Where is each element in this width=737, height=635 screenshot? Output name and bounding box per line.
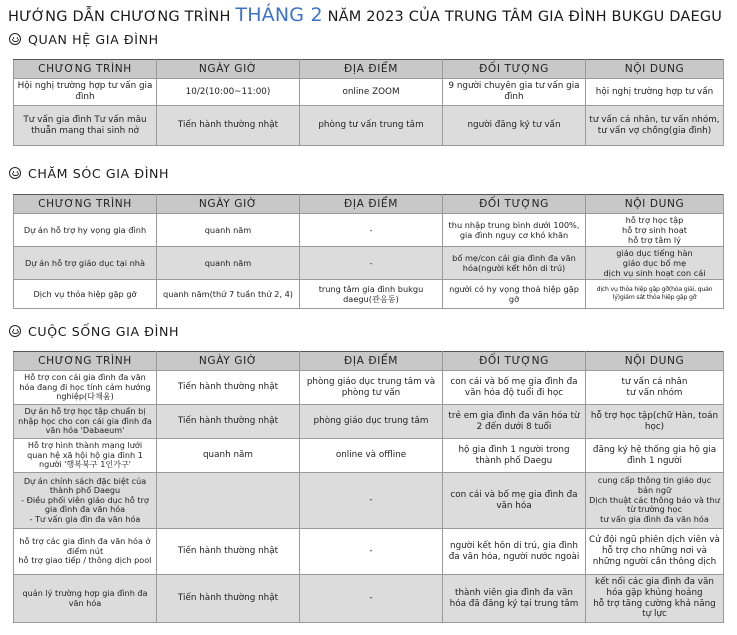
- cell-target: người đăng ký tư vấn: [443, 106, 586, 146]
- cell-location: online ZOOM: [300, 79, 443, 106]
- section-heading-label: CHĂM SÓC GIA ĐÌNH: [28, 165, 170, 181]
- table-row: [14, 214, 724, 247]
- cell-datetime: Tiến hành thường nhật: [157, 106, 300, 146]
- cell-datetime: quanh năm: [157, 247, 300, 280]
- table-row: [14, 247, 724, 280]
- col-header-content: NỘI DUNG: [586, 195, 724, 214]
- cell-datetime: quanh năm: [157, 214, 300, 247]
- col-header-datetime: NGÀY GIỜ: [157, 60, 300, 79]
- cell-datetime: 10/2(10:00~11:00): [157, 79, 300, 106]
- cell-location: -: [300, 214, 443, 247]
- table-row: [14, 439, 724, 473]
- cell-target: con cái và bố mẹ gia đình đa văn hóa: [443, 473, 586, 529]
- table-row: [14, 575, 724, 623]
- col-header-location: ĐỊA ĐIỂM: [300, 352, 443, 371]
- cell-program: Dự án chính sách đặc biệt của thành phố Daegu - Điều phối viên giáo dục hỗ trợ gia đình đa văn hóa - Tư vấn gia đìn đa văn hóa: [14, 473, 157, 529]
- table-family-life: [13, 351, 724, 623]
- cell-content: cung cấp thông tin giáo dục bản ngữ Dịch thuật các thông báo và thư từ trường học tư vấn gia đình đa văn hóa: [586, 473, 724, 529]
- section-heading-label: CUỘC SỐNG GIA ĐÌNH: [28, 323, 180, 339]
- cell-target: trẻ em gia đình đa văn hóa từ 2 đến dưới 8 tuổi: [443, 405, 586, 439]
- table-header-row: [14, 352, 724, 371]
- table-row: [14, 280, 724, 309]
- table-header-row: [14, 195, 724, 214]
- cell-datetime: Tiến hành thường nhật: [157, 575, 300, 623]
- cell-content: kết nối các gia đình đa văn hóa gặp khủng hoảng hỗ trợ tăng cường khả năng tự lực: [586, 575, 724, 623]
- col-header-program: CHƯƠNG TRÌNH: [14, 195, 157, 214]
- cell-location: trung tâm gia đình bukgu daegu(관음동): [300, 280, 443, 309]
- section-heading-family-care: [9, 164, 169, 182]
- cell-content: hỗ trợ học tập hỗ trợ sinh hoạt hỗ trợ tâm lý: [586, 214, 724, 247]
- cell-location: online và offline: [300, 439, 443, 473]
- cell-content: Cử đội ngũ phiên dịch viên và hỗ trợ cho những nơi và những người cần thông dịch: [586, 529, 724, 575]
- title-prefix: HƯỚNG DẪN CHƯƠNG TRÌNH: [8, 9, 231, 25]
- title-month: THÁNG 2: [235, 4, 323, 26]
- col-header-datetime: NGÀY GIỜ: [157, 352, 300, 371]
- cell-target: bố mẹ/con cái gia đình đa văn hóa(người kết hôn di trú): [443, 247, 586, 280]
- cell-location: -: [300, 575, 443, 623]
- cell-target: người có hy vọng thoả hiệp gặp gỡ: [443, 280, 586, 309]
- cell-program: Dự án hỗ trợ hy vọng gia đình: [14, 214, 157, 247]
- cell-target: hộ gia đình 1 người trong thành phố Daegu: [443, 439, 586, 473]
- section-heading-family-relations: [9, 30, 159, 48]
- smiley-icon: [9, 325, 21, 337]
- smiley-icon: [9, 33, 21, 45]
- cell-target: con cái và bố mẹ gia đình đa văn hóa độ tuổi đi học: [443, 371, 586, 405]
- section-heading-family-life: [9, 322, 179, 340]
- cell-program: Hỗ trợ hình thành mạng lưới quan hệ xã hội hộ gia đình 1 người '행복북구 1인가구': [14, 439, 157, 473]
- col-header-datetime: NGÀY GIỜ: [157, 195, 300, 214]
- cell-program: quản lý trường hợp gia đình đa văn hóa: [14, 575, 157, 623]
- cell-content: giáo dục tiếng hàn giáo dục bố mẹ dịch vụ sinh hoạt con cái: [586, 247, 724, 280]
- cell-target: người kết hôn di trú, gia đình đa văn hóa, người nước ngoài: [443, 529, 586, 575]
- cell-content: hỗ trợ học tập(chữ Hàn, toán học): [586, 405, 724, 439]
- table-family-care: [13, 194, 724, 309]
- table-row: [14, 106, 724, 146]
- table-row: [14, 405, 724, 439]
- cell-content: dịch vụ thỏa hiệp gặp gỡ(hòa giải, quản lý)giám sát thỏa hiệp gặp gỡ: [586, 280, 724, 309]
- cell-program: Dự án hỗ trợ học tập chuẩn bị nhập học cho con cái gia đình đa văn hóa 'Dabaeum': [14, 405, 157, 439]
- cell-program: Hội nghị trường hợp tư vấn gia đình: [14, 79, 157, 106]
- cell-program: Dịch vụ thỏa hiệp gặp gỡ: [14, 280, 157, 309]
- cell-datetime: Tiến hành thường nhật: [157, 371, 300, 405]
- table-family-relations: [13, 59, 724, 146]
- table-row: [14, 473, 724, 529]
- page-title: [8, 4, 733, 26]
- cell-program: hỗ trợ các gia đình đa văn hóa ở điểm nút hỗ trợ giao tiếp / thông dịch pool: [14, 529, 157, 575]
- cell-target: thu nhập trung bình dưới 100%, gia đình nguy cơ khó khăn: [443, 214, 586, 247]
- cell-target: thành viên gia đình đa văn hóa đã đăng ký tại trung tâm: [443, 575, 586, 623]
- col-header-location: ĐỊA ĐIỂM: [300, 195, 443, 214]
- cell-datetime: quanh năm(thứ 7 tuần thứ 2, 4): [157, 280, 300, 309]
- cell-datetime: Tiến hành thường nhật: [157, 529, 300, 575]
- table-row: [14, 79, 724, 106]
- cell-content: tư vấn cá nhân tư vấn nhóm: [586, 371, 724, 405]
- cell-location: -: [300, 473, 443, 529]
- cell-program: Hỗ trợ con cái gia đình đa văn hóa đang đi học tính cảm hướng nghiệp(다채움): [14, 371, 157, 405]
- cell-location: -: [300, 529, 443, 575]
- table-header-row: [14, 60, 724, 79]
- cell-location: phòng giáo dục trung tâm và phòng tư vấn: [300, 371, 443, 405]
- cell-location: -: [300, 247, 443, 280]
- cell-program: Dự án hỗ trợ giáo dục tại nhà: [14, 247, 157, 280]
- section-heading-label: QUAN HỆ GIA ĐÌNH: [28, 31, 159, 47]
- cell-location: phòng tư vấn trung tâm: [300, 106, 443, 146]
- cell-target: 9 người chuyên gia tư vấn gia đình: [443, 79, 586, 106]
- cell-content: tư vấn cá nhân, tư vấn nhóm, tư vấn vợ chồng(gia đình): [586, 106, 724, 146]
- cell-program: Tư vấn gia đình Tư vấn mâu thuẫn mang thai sinh nở: [14, 106, 157, 146]
- title-suffix: NĂM 2023 CỦA TRUNG TÂM GIA ĐÌNH BUKGU DAEGU: [327, 9, 723, 25]
- cell-content: đăng ký hệ thống gia hộ gia đình 1 người: [586, 439, 724, 473]
- smiley-icon: [9, 167, 21, 179]
- col-header-target: ĐỐI TƯỢNG: [443, 352, 586, 371]
- col-header-program: CHƯƠNG TRÌNH: [14, 60, 157, 79]
- col-header-target: ĐỐI TƯỢNG: [443, 60, 586, 79]
- cell-datetime: quanh năm: [157, 439, 300, 473]
- col-header-content: NỘI DUNG: [586, 60, 724, 79]
- table-row: [14, 529, 724, 575]
- cell-datetime: Tiến hành thường nhật: [157, 405, 300, 439]
- cell-location: phòng giáo dục trung tâm: [300, 405, 443, 439]
- cell-content: hội nghị trường hợp tư vấn: [586, 79, 724, 106]
- table-row: [14, 371, 724, 405]
- col-header-content: NỘI DUNG: [586, 352, 724, 371]
- col-header-target: ĐỐI TƯỢNG: [443, 195, 586, 214]
- col-header-program: CHƯƠNG TRÌNH: [14, 352, 157, 371]
- col-header-location: ĐỊA ĐIỂM: [300, 60, 443, 79]
- cell-datetime: [157, 473, 300, 529]
